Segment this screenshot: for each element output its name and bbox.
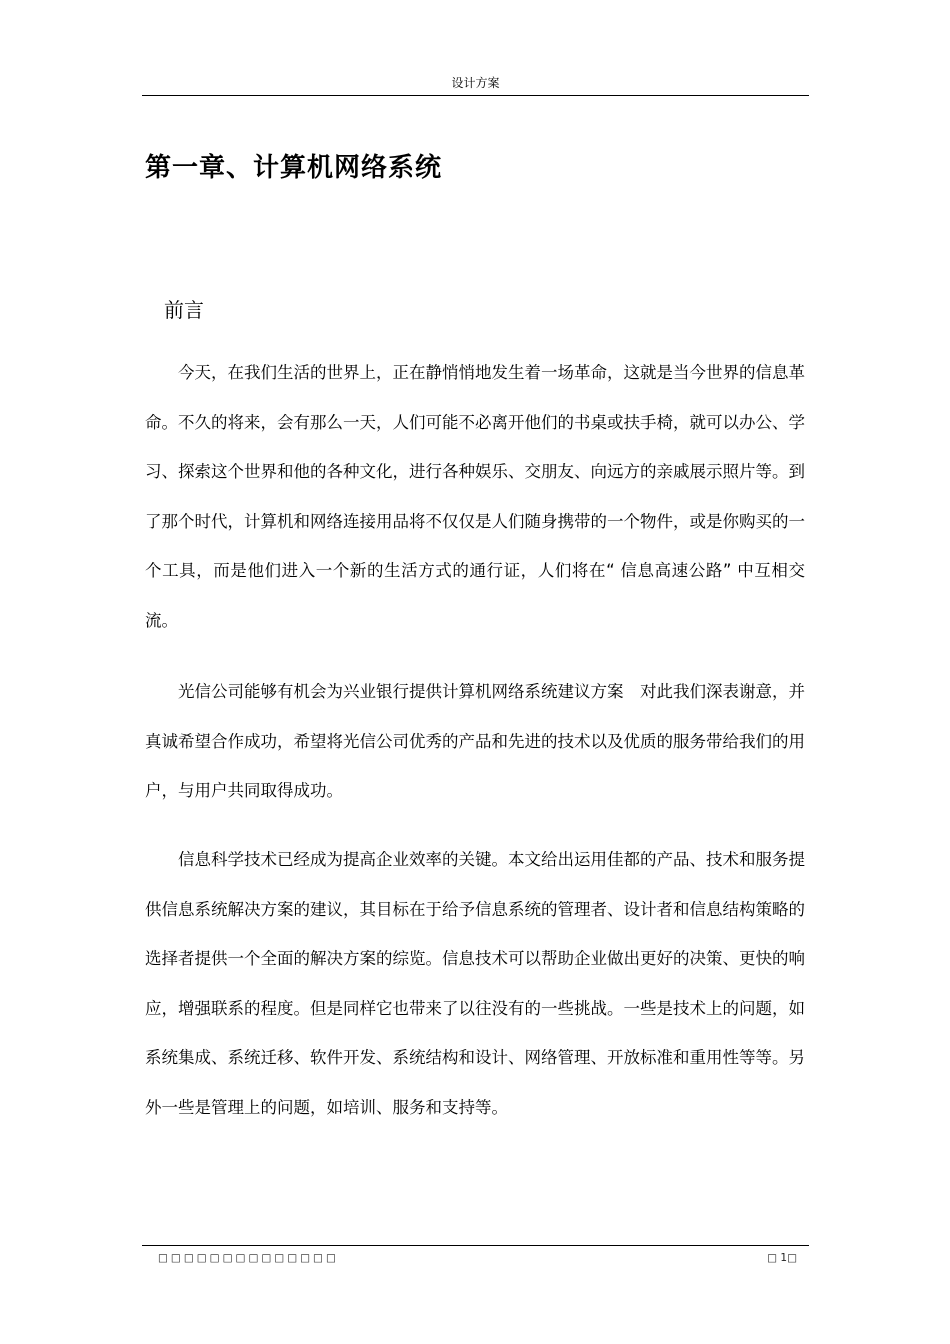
- page-number: □ 1□: [767, 1252, 797, 1264]
- footer-left-text: □□□□□□□□□□□□□□: [158, 1252, 339, 1264]
- header-title: 设计方案: [451, 76, 500, 90]
- paragraph-thanks: 光信公司能够有机会为兴业银行提供计算机网络系统建议方案 对此我们深表谢意，并真诚希望合作成功，希望将光信公司优秀的产品和先进的技术以及优质的服务带给我们的用户，与用户共同取得成功。: [145, 682, 805, 801]
- paragraph-it-key: 信息科学技术已经成为提高企业效率的关键。本文给出运用佳都的产品、技术和服务提供信息系统解决方案的建议，其目标在于给予信息系统的管理者、设计者和信息结构策略的选择者提供一个全面的解决方案的综览。信息技术可以帮助企业做出更好的决策、更快的响应，增强联系的程度。但是同样它也带来了以往没有的一些挑战。一些是技术上的问题，如系统集成、系统迁移、软件开发、系统结构和设计、网络管理、开放标准和重用性等等。另外一些是管理上的问题，如培训、服务和支持等。: [145, 850, 805, 1117]
- paragraph-intro: 今天，在我们生活的世界上，正在静悄悄地发生着一场革命，这就是当今世界的信息革命。不久的将来，会有那么一天，人们可能不必离开他们的书桌或扶手椅，就可以办公、学习、探索这个世界和他的各种文化，进行各种娱乐、交朋友、向远方的亲戚展示照片等。到了那个时代，计算机和网络连接用品将不仅仅是人们随身携带的一个物件，或是你购买的一个工具，而是他们进入一个新的生活方式的通行证，人们将在“ 信息高速公路” 中互相交流。: [145, 363, 805, 630]
- page-header: [142, 74, 809, 96]
- section-heading: 前言: [164, 298, 204, 322]
- page-footer: [142, 1245, 809, 1268]
- chapter-title: 第一章、计算机网络系统: [145, 153, 443, 183]
